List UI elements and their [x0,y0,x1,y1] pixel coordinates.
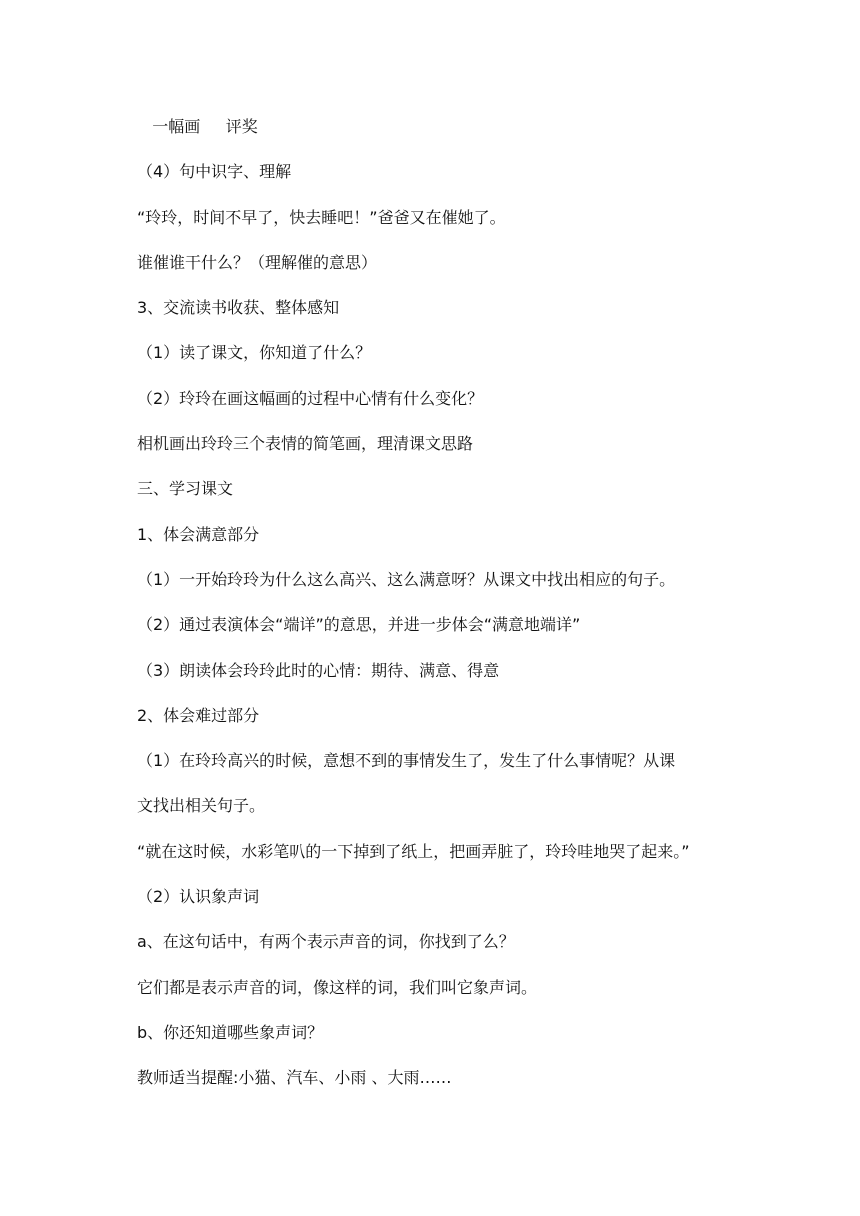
text-line: （3）朗读体会玲玲此时的心情：期待、满意、得意 [137,660,500,680]
text-line: 它们都是表示声音的词，像这样的词，我们叫它象声词。 [137,977,538,997]
text-line: 一幅画 评奖 [137,117,258,136]
section-heading: 2、体会难过部分 [137,705,260,725]
text-line: 教师适当提醒:小猫、汽车、小雨 、大雨…… [137,1068,452,1088]
text-line: （2）通过表演体会“端详”的意思，并进一步体会“满意地端详” [137,615,581,635]
text-line: 相机画出玲玲三个表情的简笔画，理清课文思路 [137,434,474,454]
text-line: （2）认识象声词 [137,887,260,907]
text-line: （1）读了课文，你知道了什么？ [137,343,372,363]
text-line: （4）句中识字、理解 [137,162,292,182]
text-line: b、你还知道哪些象声词？ [137,1022,324,1042]
section-heading: 三、学习课文 [137,479,234,499]
section-heading: 3、交流读书收获、整体感知 [137,298,340,318]
document-body [137,114,737,1111]
section-heading: 1、体会满意部分 [137,524,260,544]
text-line: 文找出相关句子。 [137,796,266,816]
text-line: 谁催谁干什么？（理解催的意思） [137,252,378,272]
quote-line: “就在这时候，水彩笔叭的一下掉到了纸上，把画弄脏了，玲玲哇地哭了起来。” [137,841,690,861]
text-line: （1）一开始玲玲为什么这么高兴、这么满意呀？从课文中找出相应的句子。 [137,569,676,589]
text-line: （1）在玲玲高兴的时候，意想不到的事情发生了，发生了什么事情呢？从课 [137,751,676,771]
text-line: （2）玲玲在画这幅画的过程中心情有什么变化？ [137,388,484,408]
text-line: “玲玲，时间不早了，快去睡吧！”爸爸又在催她了。 [137,207,506,227]
text-line: a、在这句话中，有两个表示声音的词，你找到了么？ [137,932,515,952]
